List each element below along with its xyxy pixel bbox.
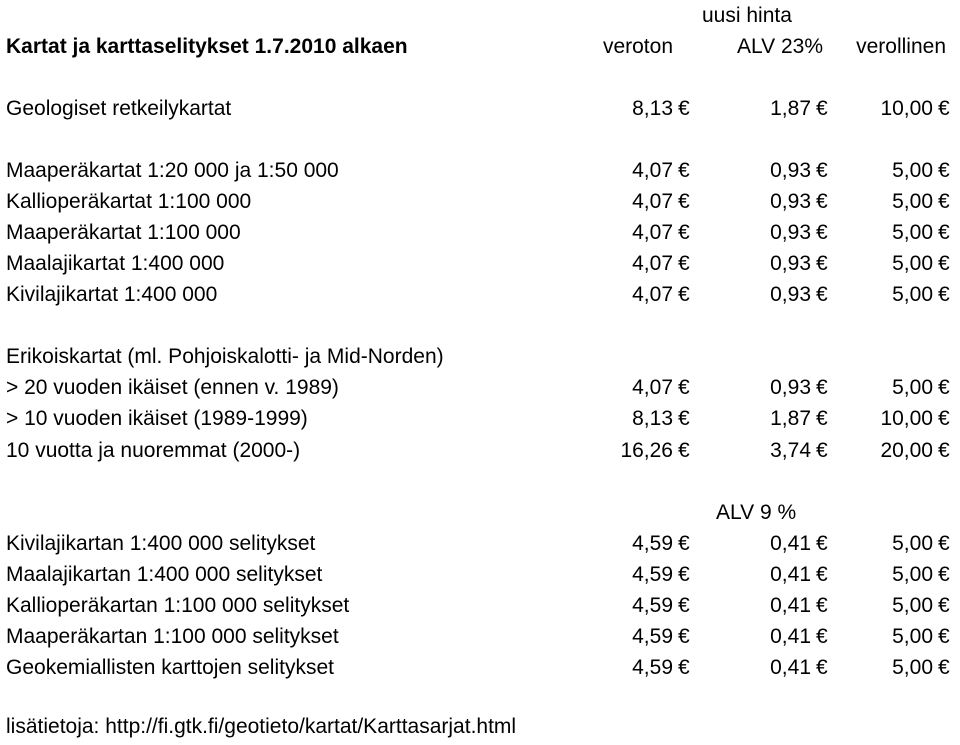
- price-gross: 5,00: [892, 656, 933, 679]
- price-gross: 5,00: [892, 190, 933, 213]
- euro-symbol: €: [816, 283, 828, 306]
- price-row: [0, 191, 960, 219]
- special-maps-heading: Erikoiskartat (ml. Pohjoiskalotti- ja Mid-Norden): [6, 345, 444, 368]
- price-vat: 0,93: [770, 283, 811, 306]
- price-net: 4,07: [632, 221, 673, 244]
- price-vat: 0,41: [770, 656, 811, 679]
- euro-symbol: €: [678, 159, 690, 182]
- price-gross: 5,00: [892, 376, 933, 399]
- euro-symbol: €: [678, 625, 690, 648]
- euro-symbol: €: [938, 407, 950, 430]
- price-net: 4,59: [632, 594, 673, 617]
- price-row: [0, 595, 960, 623]
- euro-symbol: €: [938, 283, 950, 306]
- euro-symbol: €: [938, 97, 950, 120]
- price-vat: 0,93: [770, 159, 811, 182]
- price-net: 4,59: [632, 532, 673, 555]
- euro-symbol: €: [678, 407, 690, 430]
- euro-symbol: €: [938, 221, 950, 244]
- price-vat: 0,93: [770, 190, 811, 213]
- euro-symbol: €: [816, 190, 828, 213]
- price-vat: 0,93: [770, 252, 811, 275]
- price-net: 16,26: [620, 439, 673, 462]
- euro-symbol: €: [816, 252, 828, 275]
- price-net: 4,59: [632, 563, 673, 586]
- euro-symbol: €: [816, 656, 828, 679]
- euro-symbol: €: [816, 594, 828, 617]
- row-label: > 20 vuoden ikäiset (ennen v. 1989): [6, 376, 339, 399]
- row-label: Maalajikartan 1:400 000 selitykset: [6, 563, 323, 586]
- euro-symbol: €: [816, 376, 828, 399]
- page-title: Kartat ja karttaselitykset 1.7.2010 alkaen: [6, 35, 408, 58]
- price-net: 4,59: [632, 625, 673, 648]
- price-gross: 20,00: [880, 439, 933, 462]
- euro-symbol: €: [678, 376, 690, 399]
- euro-symbol: €: [938, 159, 950, 182]
- price-row: [0, 98, 960, 126]
- euro-symbol: €: [938, 656, 950, 679]
- new-price-label: uusi hinta: [702, 4, 792, 27]
- price-gross: 5,00: [892, 221, 933, 244]
- euro-symbol: €: [816, 407, 828, 430]
- euro-symbol: €: [678, 221, 690, 244]
- row-label: 10 vuotta ja nuoremmat (2000-): [6, 439, 301, 462]
- row-label: Kallioperäkartan 1:100 000 selitykset: [6, 594, 350, 617]
- euro-symbol: €: [816, 439, 828, 462]
- euro-symbol: €: [678, 532, 690, 555]
- price-row: [0, 377, 960, 405]
- price-net: 8,13: [632, 407, 673, 430]
- euro-symbol: €: [938, 532, 950, 555]
- price-gross: 10,00: [880, 97, 933, 120]
- price-gross: 10,00: [880, 407, 933, 430]
- euro-symbol: €: [678, 656, 690, 679]
- euro-symbol: €: [678, 563, 690, 586]
- euro-symbol: €: [678, 283, 690, 306]
- footer: [0, 716, 960, 744]
- price-row: [0, 657, 960, 685]
- price-gross: 5,00: [892, 159, 933, 182]
- price-row: [0, 284, 960, 312]
- price-vat: 0,93: [770, 221, 811, 244]
- vat-9-label: ALV 9 %: [716, 501, 797, 524]
- row-label: Maalajikartat 1:400 000: [6, 252, 225, 275]
- row-label: Kivilajikartan 1:400 000 selitykset: [6, 532, 316, 555]
- euro-symbol: €: [678, 97, 690, 120]
- euro-symbol: €: [938, 439, 950, 462]
- section-heading: [0, 346, 960, 374]
- row-label: Geokemiallisten karttojen selitykset: [6, 656, 334, 679]
- euro-symbol: €: [938, 252, 950, 275]
- price-vat: 0,41: [770, 594, 811, 617]
- row-label: Geologiset retkeilykartat: [6, 97, 232, 120]
- euro-symbol: €: [938, 190, 950, 213]
- price-row: [0, 408, 960, 436]
- price-vat: 1,87: [770, 97, 811, 120]
- price-row: [0, 626, 960, 654]
- row-label: Maaperäkartan 1:100 000 selitykset: [6, 625, 339, 648]
- euro-symbol: €: [938, 376, 950, 399]
- euro-symbol: €: [678, 594, 690, 617]
- price-row: [0, 253, 960, 281]
- price-net: 4,07: [632, 376, 673, 399]
- price-row: [0, 564, 960, 592]
- price-row: [0, 440, 960, 468]
- price-vat: 3,74: [770, 439, 811, 462]
- price-vat: 0,41: [770, 532, 811, 555]
- price-vat: 1,87: [770, 407, 811, 430]
- column-header-gross: verollinen: [856, 35, 946, 58]
- price-row: [0, 533, 960, 561]
- price-gross: 5,00: [892, 283, 933, 306]
- row-label: Maaperäkartat 1:20 000 ja 1:50 000: [6, 159, 339, 182]
- price-vat: 0,93: [770, 376, 811, 399]
- price-gross: 5,00: [892, 594, 933, 617]
- price-net: 4,59: [632, 656, 673, 679]
- euro-symbol: €: [678, 439, 690, 462]
- price-net: 4,07: [632, 190, 673, 213]
- euro-symbol: €: [938, 594, 950, 617]
- price-row: [0, 222, 960, 250]
- column-header-vat: ALV 23%: [737, 35, 823, 58]
- price-gross: 5,00: [892, 252, 933, 275]
- price-gross: 5,00: [892, 532, 933, 555]
- euro-symbol: €: [938, 625, 950, 648]
- price-net: 4,07: [632, 159, 673, 182]
- price-gross: 5,00: [892, 563, 933, 586]
- row-label: Kivilajikartat 1:400 000: [6, 283, 218, 306]
- row-label: Maaperäkartat 1:100 000: [6, 221, 241, 244]
- euro-symbol: €: [678, 252, 690, 275]
- price-net: 4,07: [632, 283, 673, 306]
- column-header-net: veroton: [602, 35, 673, 58]
- euro-symbol: €: [938, 563, 950, 586]
- price-row: [0, 160, 960, 188]
- euro-symbol: €: [678, 190, 690, 213]
- price-vat: 0,41: [770, 625, 811, 648]
- euro-symbol: €: [816, 221, 828, 244]
- price-gross: 5,00: [892, 625, 933, 648]
- row-label: > 10 vuoden ikäiset (1989-1999): [6, 407, 308, 430]
- euro-symbol: €: [816, 97, 828, 120]
- price-net: 8,13: [632, 97, 673, 120]
- row-label: Kallioperäkartat 1:100 000: [6, 190, 252, 213]
- euro-symbol: €: [816, 625, 828, 648]
- euro-symbol: €: [816, 563, 828, 586]
- euro-symbol: €: [816, 532, 828, 555]
- info-link-text[interactable]: lisätietoja: http://fi.gtk.fi/geotieto/kartat/Karttasarjat.html: [6, 715, 517, 738]
- euro-symbol: €: [816, 159, 828, 182]
- price-net: 4,07: [632, 252, 673, 275]
- price-vat: 0,41: [770, 563, 811, 586]
